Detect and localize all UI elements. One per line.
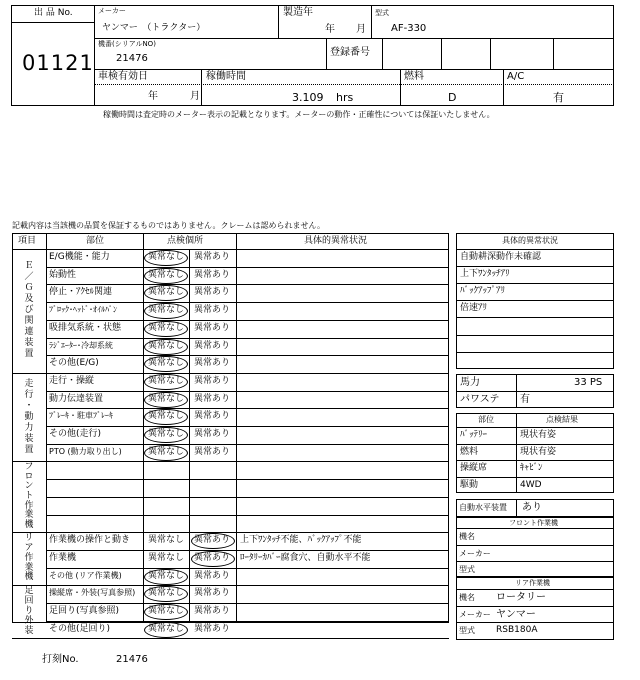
row-detail: 上下ﾜﾝﾀｯﾁ不能、ﾊﾞｯｸｱｯﾌﾟ不能 (240, 535, 362, 546)
pawasute-value: 有 (520, 394, 530, 405)
normal-option: 異常なし (148, 340, 185, 351)
kekka-line (456, 427, 614, 428)
normal-option: 異常なし (148, 269, 185, 280)
row-line (46, 284, 449, 285)
abnormal-option: 異常あり (194, 570, 231, 581)
rear-value: ロータリー (496, 592, 546, 603)
abnormal-option: 異常あり (194, 322, 231, 333)
row-line (46, 479, 449, 480)
bariki-value: 33 PS (574, 377, 603, 388)
selected-circle (144, 268, 188, 284)
selected-circle (144, 250, 188, 266)
normal-option: 異常なし (148, 252, 185, 262)
rear-line (456, 589, 614, 590)
guai-title: 具体的異常状況 (502, 236, 558, 245)
kekka-result: 現状有姿 (520, 430, 557, 440)
guai-line (456, 283, 614, 284)
ac-label: A/C (507, 71, 525, 82)
kekka-col-result: 点検結果 (546, 415, 578, 424)
row-line (46, 550, 449, 551)
seizo-label: 製造年 (283, 7, 313, 18)
row-part: 停止・ｱｸｾﾙ関連 (49, 287, 113, 298)
row-part: その他 (リア作業機) (49, 570, 122, 580)
row-line (46, 444, 449, 445)
front-title: フロント作業機 (509, 519, 558, 527)
nenryo-label: 燃料 (404, 71, 424, 82)
col-koumoku: 項目 (18, 236, 37, 246)
dakoku-label: 打刻No. (42, 654, 79, 665)
maker-label: メーカー (98, 7, 126, 15)
rear-label: 機名 (459, 593, 475, 602)
normal-option: 異常なし (148, 305, 185, 316)
group-label-0: Ｅ ／ Ｇ 及 び 関 連 装 置 (24, 261, 34, 360)
row-line (46, 408, 449, 409)
group-label-1: 走 行 ・ 動 力 装 置 (24, 378, 34, 455)
guai-line (456, 300, 614, 301)
front-line (456, 561, 614, 562)
jido-value: あり (522, 502, 542, 513)
seizo-tsuki: 月 (356, 24, 366, 35)
row-part: 作業機 (49, 552, 77, 563)
row-line (46, 426, 449, 427)
row-part: その他(足回り) (49, 623, 111, 634)
abnormal-option: 異常あり (194, 606, 231, 616)
abnormal-option: 異常あり (194, 393, 231, 404)
row-part: 始動性 (49, 269, 77, 280)
shaken-label: 車検有効日 (98, 71, 148, 82)
normal-option: 異常なし (148, 429, 185, 439)
row-line (46, 621, 449, 622)
col-guai: 具体的異常状況 (304, 236, 368, 246)
shaken-tsuki: 月 (190, 91, 200, 102)
rear-value: ヤンマー (496, 608, 536, 620)
kekka-line (456, 460, 614, 461)
group-line (12, 585, 449, 586)
row-line (46, 338, 449, 339)
col-buhin: 部位 (86, 236, 105, 246)
abnormal-option: 異常あり (194, 446, 231, 457)
group-line (12, 532, 449, 533)
abnormal-option: 異常あり (194, 305, 231, 316)
kado-unit: hrs (336, 91, 354, 104)
group-label-2: フ ロ ン ト 作 業 機 (24, 462, 34, 530)
kekka-part: 駆動 (460, 479, 479, 490)
front-label: メーカー (459, 548, 491, 558)
kekka-part: ﾊﾞｯﾃﾘｰ (460, 430, 488, 440)
rear-label: 型式 (459, 626, 475, 635)
jido-label: 自動水平装置 (459, 503, 507, 512)
toroku-label: 登録番号 (330, 47, 370, 58)
row-part: 吸排気系統・状態 (49, 322, 122, 333)
selected-circle (144, 374, 188, 390)
abnormal-option: 異常あり (194, 588, 231, 599)
front-line (456, 545, 614, 546)
row-line (46, 355, 449, 356)
row-line (46, 320, 449, 321)
normal-option: 異常なし (148, 623, 185, 634)
abnormal-option: 異常あり (194, 340, 231, 351)
bariki-label: 馬力 (460, 377, 480, 388)
shutsuhin-label: 出 品 No. (34, 8, 73, 18)
guai-line (456, 249, 614, 250)
row-line (46, 391, 449, 392)
guai-item: 上下ﾜﾝﾀｯﾁｱﾘ (460, 269, 510, 280)
guai-line (456, 317, 614, 318)
rear-title: リア作業機 (515, 579, 550, 587)
meter-note: 稼働時間は査定時のメーター表示の記載となります。メーターの動作・正確性については保証いたしません。 (103, 110, 495, 119)
row-line (46, 302, 449, 303)
abnormal-option: 異常あり (194, 375, 231, 386)
group-label-4: 足 回 り 外 装 (24, 586, 34, 636)
row-line (46, 497, 449, 498)
dakoku-value: 21476 (116, 654, 148, 665)
selected-circle (144, 303, 188, 319)
rear-line (456, 622, 614, 623)
normal-option: 異常なし (148, 322, 185, 333)
selected-circle (144, 392, 188, 408)
row-part: その他(走行) (49, 429, 102, 439)
pawasute-label: パワステ (460, 394, 500, 405)
abnormal-option: 異常あり (194, 287, 231, 298)
shutsuhin-number: 01121 (22, 51, 94, 75)
kekka-part: 燃料 (460, 446, 479, 457)
abnormal-option: 異常あり (194, 252, 231, 262)
group-line (12, 638, 449, 639)
kekka-col-buhin: 部位 (478, 415, 494, 424)
seizo-nen: 年 (325, 24, 335, 35)
rear-value: RSB180A (496, 625, 538, 635)
normal-option: 異常なし (148, 411, 185, 422)
guai-item: 自動耕深動作未確認 (460, 252, 542, 262)
row-part: その他(E/G) (49, 358, 99, 369)
front-line (456, 528, 614, 529)
normal-option: 異常なし (148, 535, 185, 546)
normal-option: 異常なし (148, 570, 185, 581)
row-line (46, 267, 449, 268)
normal-option: 異常なし (148, 287, 185, 298)
kado-value: 3.109 (292, 91, 324, 104)
normal-option: 異常なし (148, 393, 185, 404)
maker-value: ヤンマー （トラクター） (102, 23, 206, 33)
row-line (46, 603, 449, 604)
row-line (46, 515, 449, 516)
front-label: 機名 (459, 532, 475, 541)
kekka-result: ｷｬﾋﾞﾝ (520, 463, 543, 473)
selected-circle (144, 604, 188, 620)
normal-option: 異常なし (148, 375, 185, 386)
kiban-value: 21476 (116, 53, 148, 64)
kado-label: 稼働時間 (206, 71, 246, 82)
abnormal-option: 異常あり (194, 552, 231, 563)
nenryo-value: D (448, 91, 457, 104)
disclaimer: 記載内容は当該機の品質を保証するものではありません。クレームは認められません。 (12, 221, 325, 230)
guai-line (456, 335, 614, 336)
kekka-line (456, 477, 614, 478)
row-part: 走行・操縦 (49, 375, 95, 386)
row-part: 操縦席・外装(写真参照) (49, 588, 136, 598)
row-detail: ﾛｰﾀﾘｰｶﾊﾞｰ腐食穴、自動水平不能 (240, 552, 371, 563)
normal-option: 異常なし (148, 358, 185, 369)
selected-circle (144, 569, 188, 585)
selected-circle (144, 339, 188, 355)
guai-item: 倍速ｱﾘ (460, 303, 488, 314)
row-part: ﾌﾞﾛｯｸ･ﾍｯﾄﾞ･ｵｲﾙﾊﾟﾝ (49, 305, 117, 315)
row-part: PTO (動力取り出し) (49, 446, 122, 456)
normal-option: 異常なし (148, 552, 185, 563)
group-label-3: リ ア 作 業 機 (24, 533, 34, 583)
selected-circle (144, 321, 188, 337)
group-line (12, 461, 449, 462)
kata-value: AF-330 (391, 23, 427, 34)
selected-circle (144, 427, 188, 443)
kiban-label: 機番(シリアルNO) (98, 40, 156, 48)
abnormal-option: 異常あり (194, 623, 231, 634)
group-line (12, 373, 449, 374)
row-part: 作業機の操作と動き (49, 535, 131, 546)
abnormal-option: 異常あり (194, 429, 231, 439)
kekka-result: 4WD (520, 479, 542, 490)
abnormal-option: 異常あり (194, 411, 231, 422)
row-part: ﾗｼﾞｴｰﾀｰ･冷却系統 (49, 340, 113, 350)
kekka-part: 操縦席 (460, 463, 488, 473)
selected-circle (144, 445, 188, 461)
front-label: 型式 (459, 565, 475, 574)
guai-item: ﾊﾞｯｸｱｯﾌﾟｱﾘ (460, 286, 506, 297)
abnormal-option: 異常あり (194, 358, 231, 369)
selected-circle (191, 551, 235, 567)
shaken-nen: 年 (148, 91, 158, 102)
row-part: ﾌﾞﾚｰｷ・駐車ﾌﾞﾚｰｷ (49, 411, 113, 421)
kekka-result: 現状有姿 (520, 446, 557, 457)
ac-value: 有 (553, 91, 564, 104)
abnormal-option: 異常あり (194, 535, 231, 546)
selected-circle (144, 622, 188, 638)
col-tenken: 点検個所 (167, 236, 204, 246)
guai-line (456, 352, 614, 353)
row-part: 動力伝達装置 (49, 393, 104, 404)
row-part: E/G機能・能力 (49, 252, 110, 262)
kata-label: 型式 (375, 9, 389, 17)
normal-option: 異常なし (148, 446, 185, 457)
guai-line (456, 266, 614, 267)
rear-line (456, 606, 614, 607)
row-line (46, 568, 449, 569)
normal-option: 異常なし (148, 606, 185, 616)
normal-option: 異常なし (148, 588, 185, 599)
abnormal-option: 異常あり (194, 269, 231, 280)
rear-label: メーカー (459, 609, 491, 619)
row-part: 足回り(写真参照) (49, 606, 120, 616)
kekka-line (456, 444, 614, 445)
